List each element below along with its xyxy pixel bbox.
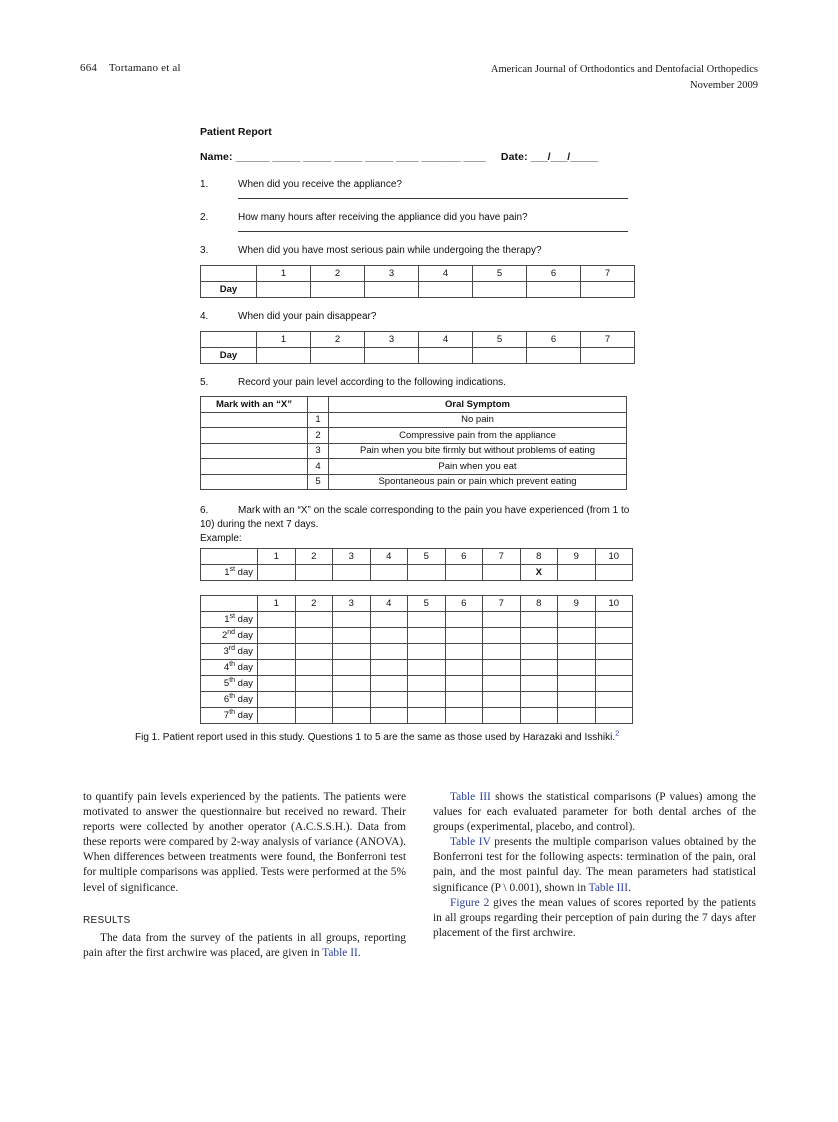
scale-row-label-5 — [201, 676, 258, 692]
scale-cell[interactable] — [445, 628, 483, 644]
table-header-row — [201, 266, 635, 282]
scale-cell[interactable] — [520, 660, 558, 676]
scale-row-label-6 — [201, 692, 258, 708]
running-head-right — [491, 62, 758, 94]
day-col-1: 1 — [257, 266, 311, 282]
scale-col-2: 2 — [295, 596, 333, 612]
day-cell-2[interactable] — [311, 348, 365, 364]
table-header-row — [201, 332, 635, 348]
scale-cell[interactable] — [295, 660, 333, 676]
scale-cell[interactable] — [445, 612, 483, 628]
scale-cell[interactable] — [408, 612, 446, 628]
scale-cell[interactable] — [520, 692, 558, 708]
question-4 — [200, 311, 636, 322]
day-col-7: 7 — [581, 266, 635, 282]
symptom-mark-1[interactable] — [201, 412, 308, 428]
question-1 — [200, 179, 636, 190]
corner-cell — [201, 266, 257, 282]
scale-cell[interactable] — [370, 676, 408, 692]
day-cell-7[interactable] — [581, 282, 635, 298]
paragraph-table-iv-text: presents the multiple comparison values obtained by the Bonferroni test for the following aspects: termination of the pain, oral pain, and the most painful day. The mean parameters had statistical significance (P \ 0.001), shown in — [433, 836, 756, 894]
scale-cell[interactable] — [445, 644, 483, 660]
name-input-blank[interactable]: ______ _____ _____ _____ _____ ____ _______ ____ — [235, 151, 486, 163]
corner-cell — [201, 596, 258, 612]
example-row-label-main: 1 — [224, 567, 230, 578]
oral-symptom-table[interactable] — [200, 396, 627, 490]
symptom-text-2: Compressive pain from the appliance — [329, 428, 627, 444]
day-table-question-4[interactable] — [200, 331, 635, 364]
day-cell-3[interactable] — [365, 348, 419, 364]
scale-cell[interactable] — [295, 676, 333, 692]
paragraph-table-iv — [433, 835, 756, 895]
scale-cell[interactable] — [370, 628, 408, 644]
scale-cell[interactable] — [483, 644, 521, 660]
scale-col-4: 4 — [370, 596, 408, 612]
symptom-mark-4[interactable] — [201, 459, 308, 475]
row-label-sup: th — [229, 708, 236, 716]
example-cell-3[interactable] — [333, 565, 371, 581]
scale-cell[interactable] — [258, 708, 296, 724]
question-1-number: 1. — [200, 179, 209, 190]
corner-cell — [201, 332, 257, 348]
scale-cell[interactable] — [558, 692, 596, 708]
results-text-before: The data from the survey of the patients in all groups, reporting pain after the first archwire was placed, are given in — [83, 931, 406, 959]
figure-caption — [135, 730, 703, 745]
day-col-6: 6 — [527, 332, 581, 348]
day-col-5: 5 — [473, 332, 527, 348]
day-table-question-3[interactable] — [200, 265, 635, 298]
corner-cell — [201, 549, 258, 565]
day-col-1: 1 — [257, 332, 311, 348]
table-row — [201, 348, 635, 364]
link-figure-2[interactable]: Figure 2 — [450, 896, 490, 909]
scale-cell[interactable] — [483, 628, 521, 644]
figure-caption-text: Patient report used in this study. Questions 1 to 5 are the same as those used by Harazaki and Isshiki. — [162, 732, 616, 743]
scale-col-7: 7 — [483, 596, 521, 612]
journal-name: American Journal of Orthodontics and Dentofacial Orthopedics — [490, 64, 758, 75]
symptom-text-4: Pain when you eat — [329, 459, 627, 475]
scale-row-label-7 — [201, 708, 258, 724]
row-label-main: 2 — [221, 630, 228, 641]
question-5 — [200, 377, 636, 388]
example-cell-8-marked[interactable]: X — [520, 565, 558, 581]
row-label-sup: th — [229, 692, 236, 700]
scale-col-1: 1 — [258, 549, 296, 565]
example-cell-5[interactable] — [408, 565, 446, 581]
scale-cell[interactable] — [558, 660, 596, 676]
table-header-row — [201, 549, 633, 565]
scale-cell[interactable] — [483, 692, 521, 708]
scale-col-7: 7 — [483, 549, 521, 565]
link-table-iii-second[interactable]: Table III — [588, 881, 629, 894]
symptom-mark-5[interactable] — [201, 474, 308, 490]
scale-cell[interactable] — [333, 612, 371, 628]
paragraph-continued: to quantify pain levels experienced by the patients. The patients were motivated to answer the questionnaire but received no reward. Their reports were collected by another operator (A.C.S.S.H.). Data from these reports were compared by 2-way analysis of variance (ANOVA). When differences between treatments were found, the Bonferroni test for multiple comparisons was applied. Tests were performed at the 5% level of significance. — [83, 791, 406, 894]
symptom-num-4: 4 — [308, 459, 329, 475]
answer-line-1[interactable] — [238, 198, 628, 199]
scale-cell[interactable] — [445, 692, 483, 708]
date-label: Date: — [500, 151, 528, 163]
scale-row-label-1 — [201, 612, 258, 628]
symptom-text-5: Spontaneous pain or pain which prevent eating — [329, 474, 627, 490]
row-label-sup: nd — [227, 628, 236, 636]
example-cell-2[interactable] — [295, 565, 333, 581]
link-table-iv[interactable]: Table IV — [450, 836, 491, 849]
row-label-sup: th — [229, 660, 236, 668]
running-head — [80, 62, 758, 102]
row-label-main: 5 — [223, 678, 230, 689]
day-col-3: 3 — [365, 266, 419, 282]
example-scale-table[interactable] — [200, 548, 633, 581]
day-col-7: 7 — [581, 332, 635, 348]
scale-col-9: 9 — [558, 549, 596, 565]
scale-cell[interactable] — [333, 692, 371, 708]
symptom-mark-2[interactable] — [201, 428, 308, 444]
day-cell-3[interactable] — [365, 282, 419, 298]
table-row — [201, 660, 633, 676]
link-table-ii[interactable]: Table II — [322, 946, 358, 959]
day-col-4: 4 — [419, 332, 473, 348]
row-label-tail: day — [235, 710, 253, 721]
row-label-main: 1 — [224, 614, 230, 625]
question-6-text: Mark with an “X” on the scale corresponding to the pain you have experienced (from 1 to 10) during the next 7 days. — [200, 505, 630, 530]
scale-cell[interactable] — [483, 708, 521, 724]
name-date-row — [200, 151, 636, 163]
scale-cell[interactable] — [520, 612, 558, 628]
scale-cell[interactable] — [408, 628, 446, 644]
scale-row-label-2 — [201, 628, 258, 644]
row-label-tail: day — [235, 678, 253, 689]
row-label-tail: day — [235, 694, 253, 705]
table-row — [201, 443, 627, 459]
body-column-left — [83, 790, 406, 961]
paragraph-table-iii — [433, 790, 756, 835]
scale-col-6: 6 — [445, 596, 483, 612]
question-4-number: 4. — [200, 311, 209, 322]
scale-cell[interactable] — [370, 692, 408, 708]
scale-col-4: 4 — [370, 549, 408, 565]
scale-cell[interactable] — [408, 644, 446, 660]
scale-cell[interactable] — [408, 708, 446, 724]
paragraph-table-iii-text: shows the statistical comparisons (P values) among the values for each evaluated parameter for both dental arches of the groups (experimental, placebo, and control). — [433, 791, 756, 834]
symptom-num-3: 3 — [308, 443, 329, 459]
scale-col-3: 3 — [333, 549, 371, 565]
symptom-num-2: 2 — [308, 428, 329, 444]
row-label-main: 7 — [223, 710, 230, 721]
table-row — [201, 565, 633, 581]
day-cell-5[interactable] — [473, 282, 527, 298]
scale-cell[interactable] — [295, 644, 333, 660]
day-cell-5[interactable] — [473, 348, 527, 364]
day-cell-6[interactable] — [527, 282, 581, 298]
scale-col-5: 5 — [408, 549, 446, 565]
seven-day-scale-table[interactable] — [200, 595, 633, 724]
scale-cell[interactable] — [595, 644, 633, 660]
scale-cell[interactable] — [595, 628, 633, 644]
table-row — [201, 474, 627, 490]
symptom-column-header: Oral Symptom — [329, 397, 627, 413]
form-title: Patient Report — [200, 126, 272, 138]
patient-report-form — [200, 126, 636, 724]
day-cell-7[interactable] — [581, 348, 635, 364]
link-table-iii[interactable]: Table III — [450, 791, 491, 803]
scale-cell[interactable] — [445, 708, 483, 724]
page-number: 664 — [80, 62, 98, 74]
scale-cell[interactable] — [258, 676, 296, 692]
mark-column-header: Mark with an “X” — [201, 397, 308, 413]
table-header-row — [201, 397, 627, 413]
results-text-after: . — [357, 946, 361, 959]
symptom-mark-3[interactable] — [201, 443, 308, 459]
day-row-label: Day — [201, 348, 257, 364]
day-cell-1[interactable] — [257, 282, 311, 298]
scale-cell[interactable] — [408, 676, 446, 692]
example-row-label-sup: st — [229, 565, 236, 573]
day-row-label: Day — [201, 282, 257, 298]
scale-cell[interactable] — [258, 660, 296, 676]
scale-col-2: 2 — [295, 549, 333, 565]
table-row — [201, 692, 633, 708]
scale-cell[interactable] — [558, 612, 596, 628]
scale-cell[interactable] — [558, 644, 596, 660]
symptom-text-3: Pain when you bite firmly but without problems of eating — [329, 443, 627, 459]
scale-cell[interactable] — [295, 628, 333, 644]
scale-cell[interactable] — [445, 660, 483, 676]
scale-col-10: 10 — [595, 549, 633, 565]
symptom-text-1: No pain — [329, 412, 627, 428]
scale-cell[interactable] — [333, 660, 371, 676]
day-col-6: 6 — [527, 266, 581, 282]
scale-cell[interactable] — [333, 708, 371, 724]
example-cell-9[interactable] — [558, 565, 596, 581]
day-cell-6[interactable] — [527, 348, 581, 364]
scale-cell[interactable] — [483, 676, 521, 692]
row-label-main: 4 — [223, 662, 230, 673]
row-label-tail: day — [235, 630, 253, 641]
day-col-4: 4 — [419, 266, 473, 282]
row-label-tail: day — [235, 662, 253, 673]
scale-cell[interactable] — [295, 612, 333, 628]
scale-col-10: 10 — [595, 596, 633, 612]
scale-cell[interactable] — [595, 660, 633, 676]
number-column-header — [308, 397, 329, 413]
scale-cell[interactable] — [595, 676, 633, 692]
example-row-label-tail: day — [235, 567, 253, 578]
scale-col-8: 8 — [520, 596, 558, 612]
day-col-5: 5 — [473, 266, 527, 282]
question-6 — [200, 504, 636, 531]
scale-col-8: 8 — [520, 549, 558, 565]
day-cell-2[interactable] — [311, 282, 365, 298]
question-5-text: Record your pain level according to the following indications. — [238, 377, 506, 388]
running-head-left — [80, 62, 181, 74]
day-col-3: 3 — [365, 332, 419, 348]
day-cell-4[interactable] — [419, 282, 473, 298]
scale-cell[interactable] — [370, 708, 408, 724]
question-3 — [200, 245, 636, 256]
row-label-sup: th — [229, 676, 236, 684]
day-cell-1[interactable] — [257, 348, 311, 364]
scale-col-3: 3 — [333, 596, 371, 612]
scale-cell[interactable] — [408, 692, 446, 708]
example-cell-6[interactable] — [445, 565, 483, 581]
scale-col-5: 5 — [408, 596, 446, 612]
table-row — [201, 412, 627, 428]
table-row — [201, 282, 635, 298]
section-heading-results: RESULTS — [83, 914, 131, 926]
scale-cell[interactable] — [558, 708, 596, 724]
scale-cell[interactable] — [595, 692, 633, 708]
issue-date: November 2009 — [690, 80, 758, 91]
question-3-text: When did you have most serious pain while undergoing the therapy? — [238, 245, 542, 256]
scale-cell[interactable] — [445, 676, 483, 692]
question-4-text: When did your pain disappear? — [238, 311, 377, 322]
question-2-number: 2. — [200, 212, 209, 223]
body-column-right — [433, 790, 756, 941]
table-row — [201, 459, 627, 475]
symptom-num-5: 5 — [308, 474, 329, 490]
scale-cell[interactable] — [370, 644, 408, 660]
scale-cell[interactable] — [333, 644, 371, 660]
scale-cell[interactable] — [520, 676, 558, 692]
table-row — [201, 644, 633, 660]
scale-cell[interactable] — [295, 708, 333, 724]
scale-cell[interactable] — [558, 628, 596, 644]
scale-cell[interactable] — [333, 676, 371, 692]
scale-cell[interactable] — [483, 660, 521, 676]
scale-col-9: 9 — [558, 596, 596, 612]
scale-cell[interactable] — [258, 644, 296, 660]
scale-cell[interactable] — [520, 628, 558, 644]
question-3-number: 3. — [200, 245, 209, 256]
scale-cell[interactable] — [408, 660, 446, 676]
paragraph-results — [83, 931, 406, 961]
row-label-main: 3 — [223, 646, 229, 657]
question-5-number: 5. — [200, 377, 209, 388]
example-row-label — [201, 565, 258, 581]
day-cell-4[interactable] — [419, 348, 473, 364]
scale-cell[interactable] — [483, 612, 521, 628]
answer-line-2[interactable] — [238, 231, 628, 232]
table-row — [201, 628, 633, 644]
caption-reference-marker[interactable]: 2 — [615, 728, 620, 738]
scale-cell[interactable] — [520, 708, 558, 724]
question-2-text: How many hours after receiving the appliance did you have pain? — [238, 212, 528, 223]
question-2 — [200, 212, 636, 223]
row-label-main: 6 — [223, 694, 230, 705]
table-row — [201, 708, 633, 724]
row-label-sup: rd — [228, 644, 236, 652]
day-col-2: 2 — [311, 332, 365, 348]
scale-cell[interactable] — [258, 628, 296, 644]
scale-cell[interactable] — [595, 708, 633, 724]
row-label-sup: st — [229, 612, 236, 620]
row-label-tail: day — [235, 646, 253, 657]
scale-cell[interactable] — [258, 692, 296, 708]
table-row — [201, 676, 633, 692]
example-cell-10[interactable] — [595, 565, 633, 581]
question-6-number: 6. — [200, 505, 209, 516]
scale-row-label-4 — [201, 660, 258, 676]
name-label: Name: — [200, 151, 233, 163]
figure-caption-label: Fig 1. — [135, 732, 161, 743]
example-cell-4[interactable] — [370, 565, 408, 581]
scale-row-label-3 — [201, 644, 258, 660]
scale-col-1: 1 — [258, 596, 296, 612]
paragraph-table-iv-text-after: . — [628, 881, 631, 894]
table-header-row — [201, 596, 633, 612]
scale-cell[interactable] — [520, 644, 558, 660]
example-label: Example: — [200, 533, 242, 544]
running-head-authors: Tortamano et al — [108, 62, 181, 74]
scale-cell[interactable] — [295, 692, 333, 708]
question-1-text: When did you receive the appliance? — [238, 179, 402, 190]
scale-cell[interactable] — [558, 676, 596, 692]
table-row — [201, 612, 633, 628]
date-input-blank[interactable]: ___/___/_____ — [530, 151, 599, 163]
scale-cell[interactable] — [333, 628, 371, 644]
example-cell-7[interactable] — [483, 565, 521, 581]
paragraph-figure-2 — [433, 896, 756, 941]
row-label-tail: day — [235, 614, 253, 625]
scale-cell[interactable] — [370, 660, 408, 676]
scale-cell[interactable] — [595, 612, 633, 628]
symptom-num-1: 1 — [308, 412, 329, 428]
scale-col-6: 6 — [445, 549, 483, 565]
scale-cell[interactable] — [370, 612, 408, 628]
day-col-2: 2 — [311, 266, 365, 282]
paragraph-figure-2-text: gives the mean values of scores reported by the patients in all groups regarding their perception of pain during the 7 days after placement of the first archwire. — [433, 896, 756, 939]
scale-cell[interactable] — [258, 612, 296, 628]
table-row — [201, 428, 627, 444]
example-cell-1[interactable] — [258, 565, 296, 581]
